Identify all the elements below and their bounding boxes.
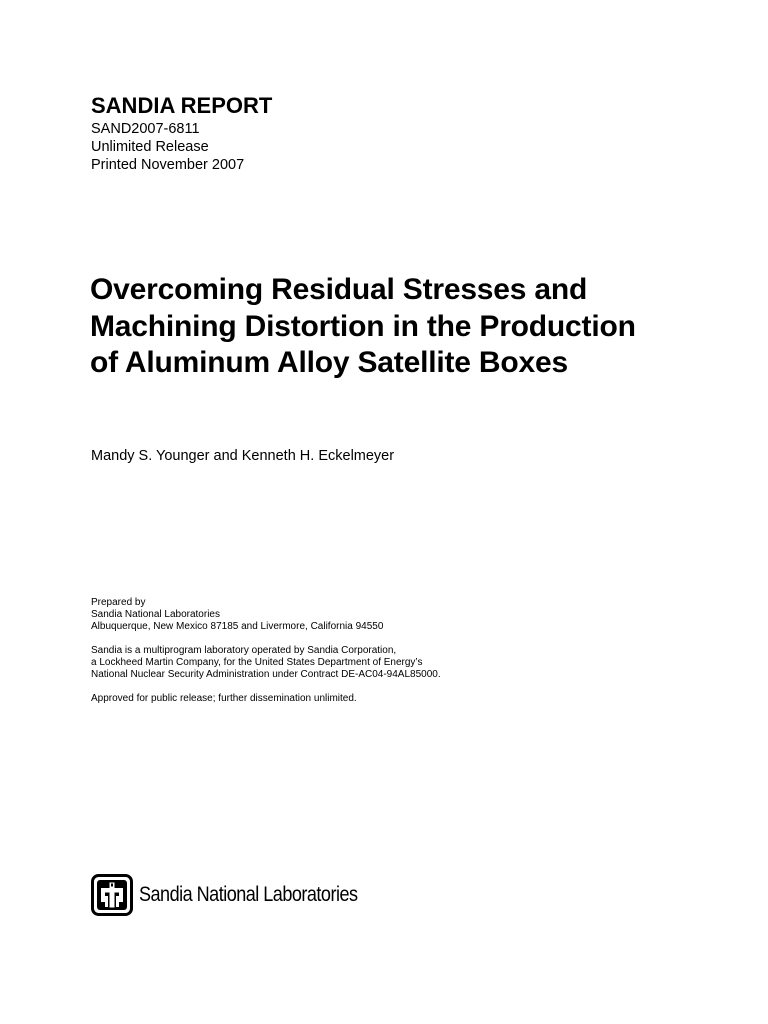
sandia-thunderbird-icon [91, 874, 133, 916]
prep-line: National Nuclear Security Administration under Contract DE-AC04-94AL85000. [91, 669, 441, 680]
report-number: SAND2007-6811 [91, 121, 200, 137]
prep-line: Sandia National Laboratories [91, 609, 220, 620]
preparation-notice [91, 597, 441, 717]
print-date: Printed November 2007 [91, 157, 245, 173]
title-line: Overcoming Residual Stresses and [90, 273, 588, 306]
authors: Mandy S. Younger and Kenneth H. Eckelmeyer [91, 448, 395, 464]
sandia-logo [91, 873, 393, 917]
prep-line: Albuquerque, New Mexico 87185 and Livermore, California 94550 [91, 621, 384, 632]
prep-line: a Lockheed Martin Company, for the United States Department of Energy’s [91, 657, 423, 668]
report-label: SANDIA REPORT [91, 93, 273, 118]
title-line: of Aluminum Alloy Satellite Boxes [90, 346, 568, 379]
title-line: Machining Distortion in the Production [90, 309, 636, 343]
report-title [90, 272, 730, 382]
prep-line: Prepared by [91, 597, 146, 608]
prep-line: Sandia is a multiprogram laboratory operated by Sandia Corporation, [91, 645, 397, 656]
release-status: Unlimited Release [91, 139, 209, 155]
operator-paragraph [91, 645, 441, 681]
report-meta [91, 120, 244, 174]
prepared-by-paragraph [91, 597, 441, 633]
prep-line: Approved for public release; further dissemination unlimited. [91, 693, 357, 704]
logo-wordmark: Sandia National Laboratories [139, 883, 358, 906]
approval-paragraph [91, 693, 441, 705]
